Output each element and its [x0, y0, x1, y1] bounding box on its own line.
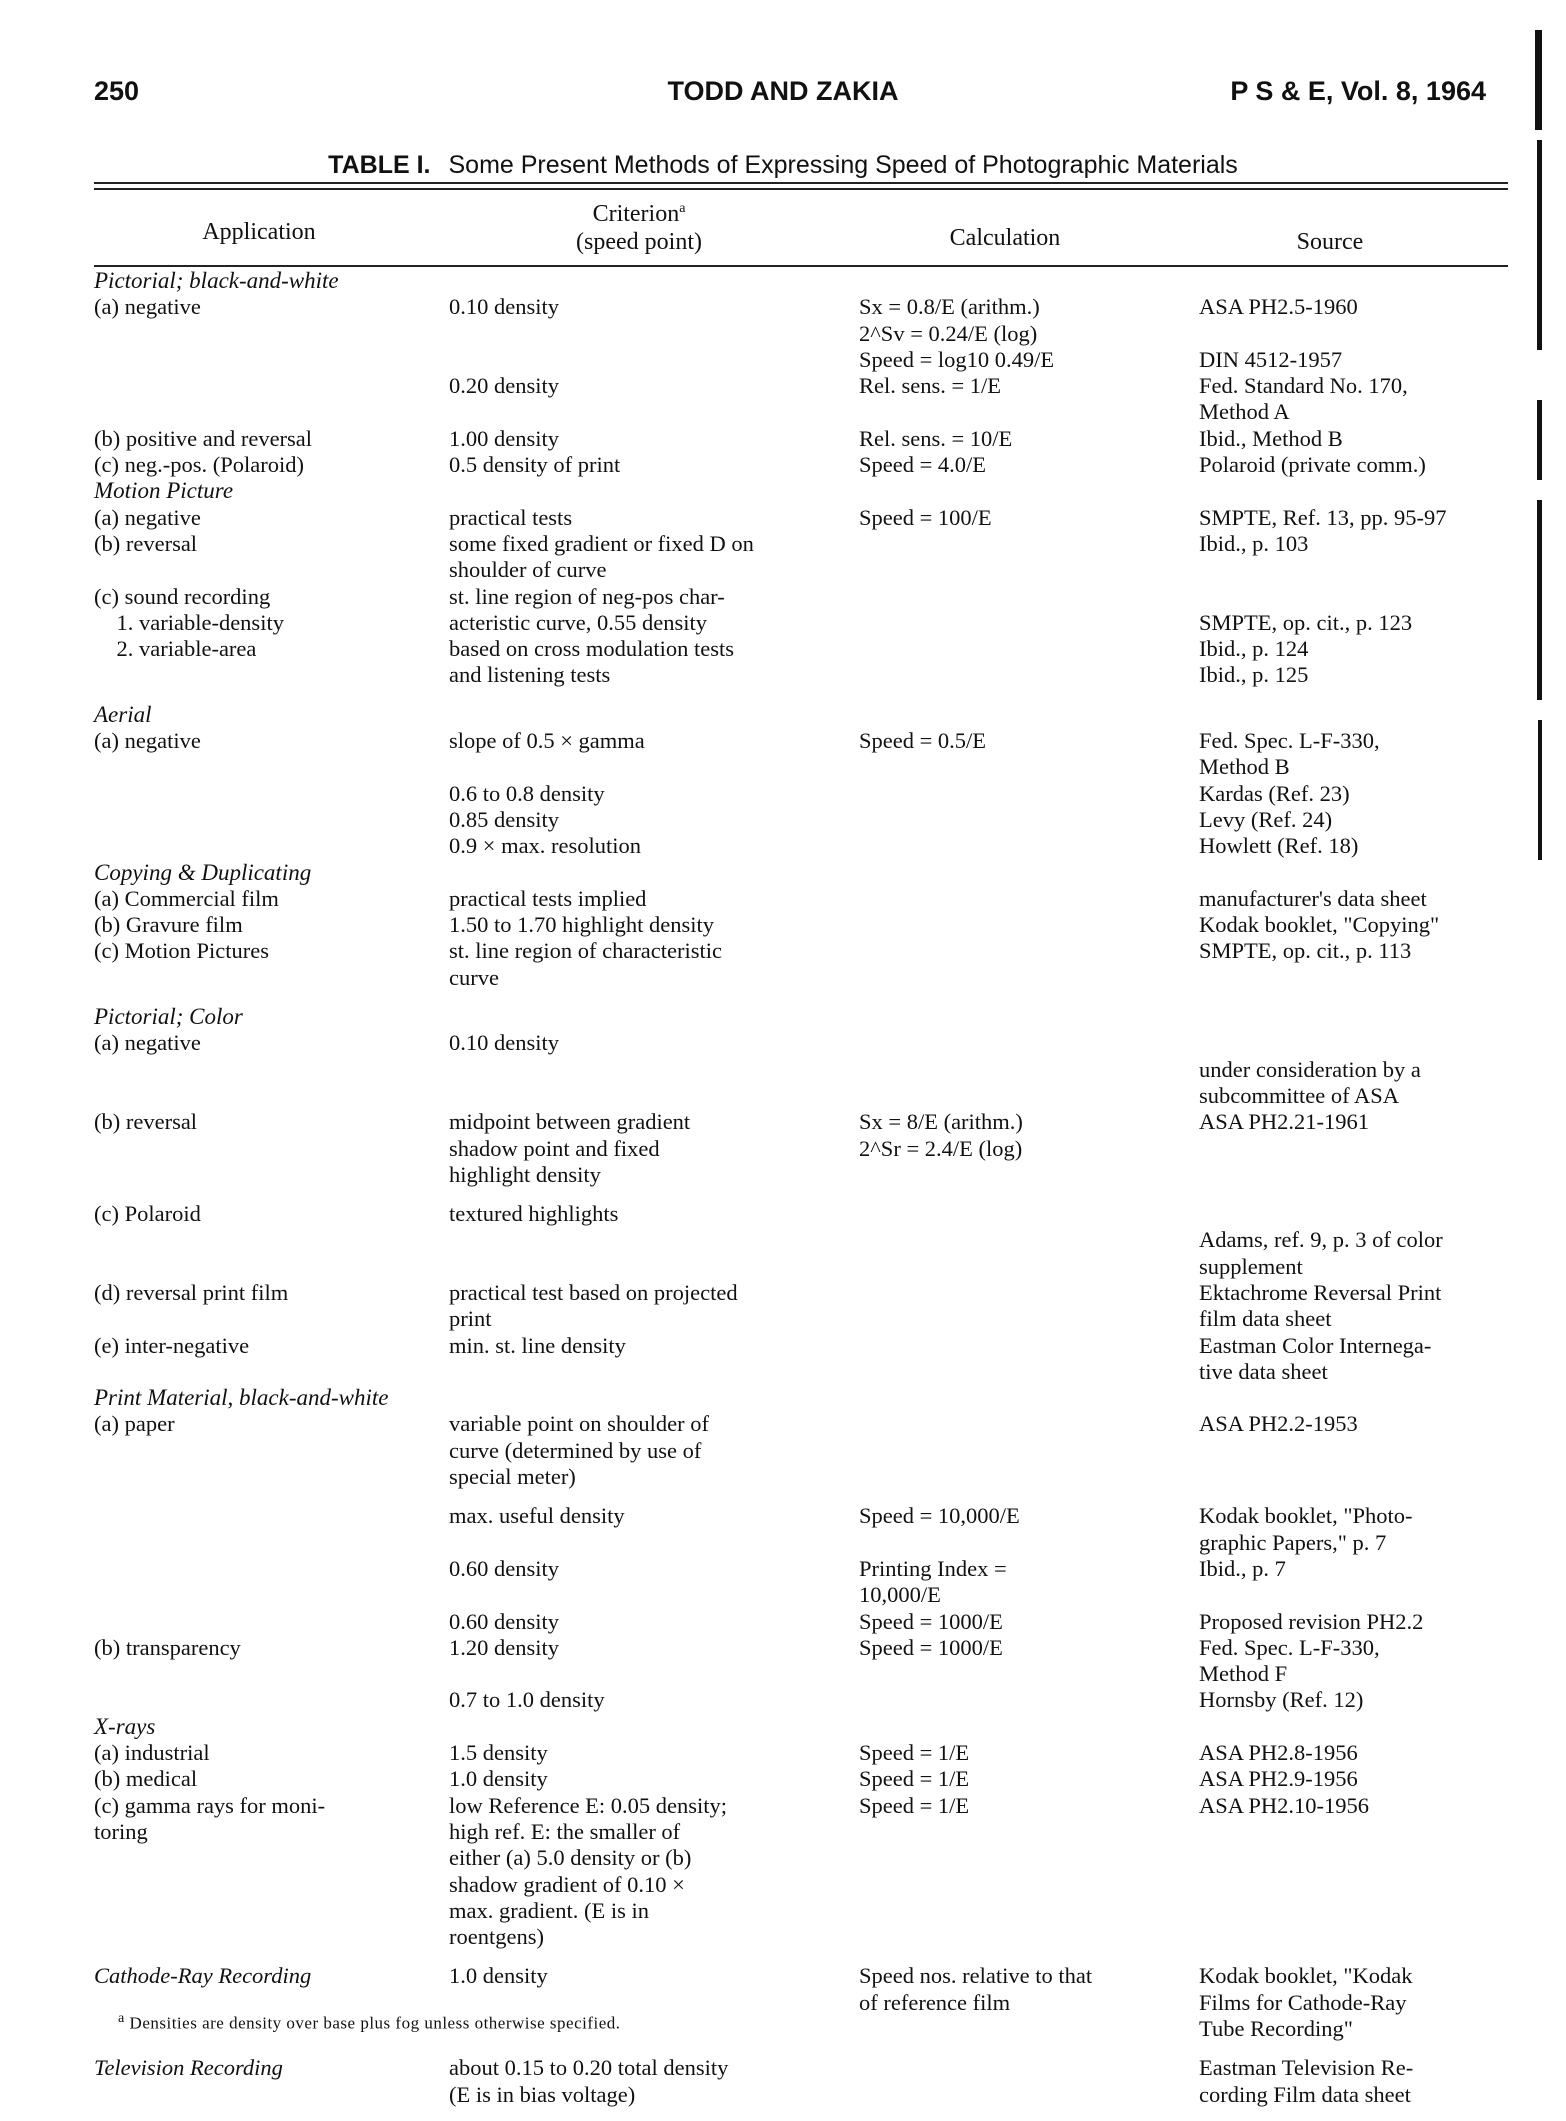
- source-cell: Kodak booklet, "Kodak Films for Cathode-Ray Tube Recording": [1199, 1963, 1413, 2041]
- application-cell: (a) negative: [94, 294, 201, 320]
- category-row: [94, 268, 1514, 294]
- criterion-cell: about 0.15 to 0.20 total density (E is in bias voltage): [449, 2055, 729, 2107]
- table-row: [94, 781, 1514, 860]
- source-cell: Eastman Color Internega- tive data sheet: [1199, 1332, 1432, 1384]
- table-row: [94, 505, 1514, 531]
- criterion-cell: practical tests: [449, 504, 573, 530]
- category-label: Aerial: [94, 701, 152, 727]
- category-label: Pictorial; black-and-white: [94, 268, 339, 293]
- application-cell: (a) negative: [94, 1030, 201, 1056]
- criterion-sublabel: (speed point): [576, 229, 702, 255]
- table-row: [94, 1030, 1514, 1109]
- application-cell: (b) reversal: [94, 530, 198, 556]
- application-cell: Cathode-Ray Recording: [94, 1963, 312, 1989]
- criterion-cell: 0.20 density: [449, 373, 559, 399]
- scan-edge-mark: [1535, 30, 1542, 130]
- scan-edge-mark: [1537, 400, 1542, 480]
- source-cell: Eastman Television Re- cording Film data sheet: [1199, 2055, 1414, 2107]
- calculation-cell: [859, 1411, 1199, 1490]
- table-row: [94, 531, 1514, 584]
- criterion-cell: st. line region of neg-pos char- acteristic curve, 0.55 density based on cross modulation tests and listening tests: [449, 583, 734, 688]
- table-footnote: [118, 2010, 621, 2034]
- row-spacer: [94, 1188, 1514, 1201]
- criterion-cell: textured highlights: [449, 1201, 619, 1227]
- table-row: [94, 1556, 1514, 1609]
- calculation-cell: Speed nos. relative to that of reference film: [859, 1963, 1093, 2015]
- table-row: [94, 886, 1514, 991]
- source-cell: ASA PH2.21-1961: [1199, 1109, 1370, 1135]
- table-row: [94, 1503, 1514, 1556]
- table-row: [94, 1333, 1514, 1386]
- source-cell: Ibid., Method B: [1199, 425, 1343, 451]
- application-cell: (c) neg.-pos. (Polaroid): [94, 452, 304, 478]
- criterion-cell: slope of 0.5 × gamma: [449, 728, 645, 754]
- source-cell: Kardas (Ref. 23) Levy (Ref. 24) Howlett (Ref. 18): [1199, 780, 1359, 859]
- category-row: [94, 860, 1514, 886]
- category-row: [94, 478, 1514, 504]
- source-cell: ASA PH2.5-1960 DIN 4512-1957: [1199, 294, 1358, 372]
- source-cell: Ibid., p. 7: [1199, 1555, 1286, 1581]
- calculation-cell: Speed = 1000/E Speed = 1000/E: [859, 1608, 1003, 1660]
- source-cell: under consideration by a subcommittee of ASA: [1199, 1056, 1421, 1108]
- criterion-cell: 0.7 to 1.0 density: [449, 1687, 605, 1713]
- scan-edge-mark: [1537, 500, 1542, 700]
- calculation-cell: Rel. sens. = 1/E: [859, 373, 1002, 399]
- table-row: [94, 728, 1514, 781]
- calculation-cell: Speed = 10,000/E: [859, 1503, 1020, 1529]
- table-row: [94, 373, 1514, 426]
- source-cell: Kodak booklet, "Photo- graphic Papers," p. 7: [1199, 1503, 1413, 1555]
- table-row: [94, 1687, 1514, 1713]
- source-cell: manufacturer's data sheet Kodak booklet, "Copying" SMPTE, op. cit., p. 113: [1199, 885, 1440, 964]
- calculation-cell: Speed = 1/E Speed = 1/E Speed = 1/E: [859, 1740, 970, 1818]
- application-cell: (c) sound recording 1. variable-density 2. variable-area: [94, 583, 284, 662]
- calculation-cell: Speed = 4.0/E: [859, 452, 987, 478]
- scan-edge-mark: [1538, 720, 1542, 860]
- source-cell: Polaroid (private comm.): [1199, 452, 1426, 478]
- source-cell: SMPTE, Ref. 13, pp. 95-97: [1199, 504, 1447, 530]
- calculation-cell: Rel. sens. = 10/E: [859, 425, 1013, 451]
- application-cell: (a) paper: [94, 1411, 175, 1437]
- application-cell: (a) negative: [94, 728, 201, 754]
- speed-methods-table: [94, 268, 1514, 2121]
- calculation-cell: [859, 1030, 1199, 1109]
- calculation-cell: [859, 2055, 1199, 2108]
- top-rule: [94, 182, 1508, 184]
- source-cell: ASA PH2.2-1953: [1199, 1411, 1358, 1437]
- criterion-cell: 0.60 density: [449, 1555, 559, 1581]
- criterion-cell: 0.60 density 1.20 density: [449, 1608, 559, 1660]
- row-spacer: [94, 1490, 1514, 1503]
- table-row: [94, 2055, 1514, 2108]
- table-row: [94, 1740, 1514, 1950]
- category-row: [94, 1004, 1514, 1030]
- calculation-cell: [859, 1687, 1199, 1713]
- category-label: Print Material, black-and-white: [94, 1385, 389, 1411]
- application-cell: (a) Commercial film (b) Gravure film (c) Motion Pictures: [94, 885, 279, 964]
- criterion-cell: practical tests implied 1.50 to 1.70 highlight density st. line region of characteristic curve: [449, 885, 723, 990]
- source-cell: Ibid., p. 103: [1199, 530, 1309, 556]
- calculation-cell: Speed = 0.5/E: [859, 728, 987, 754]
- criterion-cell: 1.5 density 1.0 density low Reference E: 0.05 density; high ref. E: the smaller of either (a) 5.0 density or (b) shadow gradient of 0.10 × max. gradient. (E is in roentgens): [449, 1740, 728, 1950]
- footnote-mark: a: [118, 2010, 125, 2026]
- application-cell: [94, 1503, 449, 1556]
- criterion-cell: midpoint between gradient shadow point and fixed highlight density: [449, 1109, 691, 1187]
- table-row: [94, 426, 1514, 452]
- column-header-criterion: [449, 195, 829, 256]
- calculation-cell: Printing Index = 10,000/E: [859, 1555, 1007, 1608]
- running-title: TODD AND ZAKIA: [667, 76, 899, 106]
- application-cell: (a) negative: [94, 504, 201, 530]
- table-row: [94, 294, 1514, 373]
- calculation-cell: [859, 1201, 1199, 1280]
- footnote-text: Densities are density over base plus fog unless otherwise specified.: [129, 2013, 621, 2033]
- calculation-cell: [859, 781, 1199, 860]
- row-spacer: [94, 2042, 1514, 2055]
- application-cell: (e) inter-negative: [94, 1332, 250, 1358]
- table-row: [94, 584, 1514, 689]
- calculation-cell: [859, 1333, 1199, 1386]
- criterion-cell: 0.10 density: [449, 1030, 559, 1056]
- calculation-cell: [859, 531, 1199, 584]
- category-label: Motion Picture: [94, 478, 234, 504]
- source-cell: Ektachrome Reversal Print film data sheet: [1199, 1279, 1442, 1332]
- calculation-cell: [859, 886, 1199, 991]
- application-cell: (a) industrial (b) medical (c) gamma rays for moni- toring: [94, 1740, 326, 1844]
- header-rule: [94, 265, 1508, 267]
- page-number: 250: [94, 76, 140, 106]
- criterion-cell: min. st. line density: [449, 1332, 626, 1358]
- application-cell: (b) reversal: [94, 1109, 198, 1135]
- application-cell: (d) reversal print film: [94, 1279, 289, 1305]
- criterion-label: Criterion: [592, 201, 680, 227]
- row-spacer: [94, 991, 1514, 1004]
- criterion-cell: some fixed gradient or fixed D on shoulder of curve: [449, 530, 754, 583]
- category-label: X-rays: [94, 1713, 156, 1739]
- top-rule-double: [94, 188, 1508, 190]
- category-label: Copying & Duplicating: [94, 859, 312, 885]
- journal-citation: P S & E, Vol. 8, 1964: [1230, 76, 1486, 106]
- source-cell: SMPTE, op. cit., p. 123 Ibid., p. 124 Ibid., p. 125: [1199, 609, 1413, 688]
- category-label: Pictorial; Color: [94, 1004, 243, 1030]
- application-cell: [94, 373, 449, 426]
- table-row: [94, 1201, 1514, 1280]
- application-cell: (c) Polaroid: [94, 1201, 201, 1227]
- calculation-cell: [859, 1280, 1199, 1333]
- table-row: [94, 1609, 1514, 1688]
- table-label: TABLE I.: [328, 151, 431, 179]
- row-spacer: [94, 1950, 1514, 1963]
- source-cell: Hornsby (Ref. 12): [1199, 1687, 1364, 1713]
- criterion-cell: 1.0 density: [449, 1963, 548, 1989]
- scan-edge-mark: [1537, 140, 1542, 350]
- criterion-cell: 0.10 density: [449, 294, 559, 320]
- calculation-cell: Speed = 100/E: [859, 504, 992, 530]
- table-caption: [0, 151, 1566, 180]
- criterion-cell: 1.00 density: [449, 425, 559, 451]
- category-row: [94, 1714, 1514, 1740]
- application-cell: [94, 1687, 449, 1713]
- criterion-cell: variable point on shoulder of curve (determined by use of special meter): [449, 1411, 709, 1490]
- application-cell: (b) positive and reversal: [94, 425, 313, 451]
- application-cell: (b) transparency: [94, 1634, 241, 1660]
- application-cell: [94, 781, 449, 860]
- calculation-cell: Sx = 8/E (arithm.) 2^Sr = 2.4/E (log): [859, 1109, 1023, 1161]
- calculation-cell: [859, 584, 1199, 689]
- calculation-cell: Sx = 0.8/E (arithm.) 2^Sv = 0.24/E (log) Speed = log10 0.49/E: [859, 294, 1055, 372]
- table-row: [94, 1280, 1514, 1333]
- row-spacer: [94, 689, 1514, 702]
- row-spacer: [94, 2108, 1514, 2121]
- table-row: [94, 1109, 1514, 1188]
- column-header-calculation: Calculation: [949, 225, 1061, 251]
- source-cell: ASA PH2.8-1956 ASA PH2.9-1956 ASA PH2.10-1956: [1199, 1740, 1370, 1818]
- column-header-source: Source: [1296, 229, 1364, 255]
- application-cell: Television Recording: [94, 2055, 283, 2081]
- table-row: [94, 452, 1514, 478]
- source-cell: Fed. Standard No. 170, Method A: [1199, 373, 1408, 425]
- table-title: Some Present Methods of Expressing Speed of Photographic Materials: [448, 151, 1238, 179]
- table-row: [94, 1411, 1514, 1490]
- criterion-cell: 0.5 density of print: [449, 452, 621, 478]
- column-header-application: Application: [202, 219, 316, 245]
- application-cell: [94, 1556, 449, 1609]
- category-row: [94, 1385, 1514, 1411]
- source-cell: Adams, ref. 9, p. 3 of color supplement: [1199, 1227, 1443, 1279]
- criterion-cell: max. useful density: [449, 1503, 625, 1529]
- criterion-cell: practical test based on projected print: [449, 1279, 738, 1332]
- criterion-cell: 0.6 to 0.8 density 0.85 density 0.9 × max. resolution: [449, 780, 642, 859]
- criterion-footnote-mark: a: [679, 201, 686, 216]
- source-cell: Proposed revision PH2.2 Fed. Spec. L-F-330, Method F: [1199, 1608, 1424, 1687]
- category-row: [94, 702, 1514, 728]
- source-cell: Fed. Spec. L-F-330, Method B: [1199, 728, 1380, 780]
